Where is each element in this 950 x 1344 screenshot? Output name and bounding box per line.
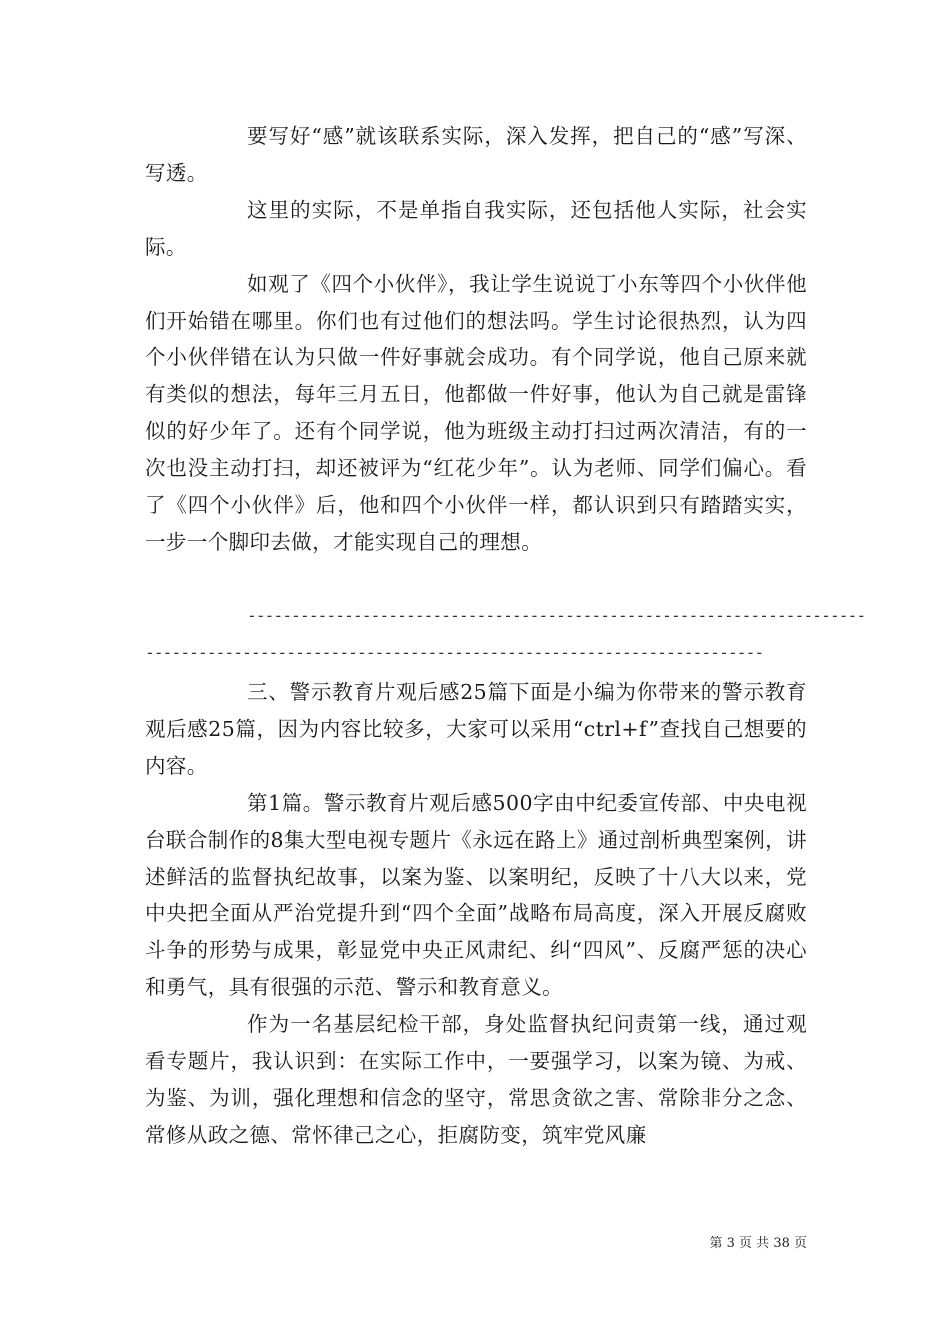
separator-line-1: ---------------------------------------------------------------------- bbox=[247, 606, 866, 625]
document-body-top bbox=[145, 118, 807, 561]
paragraph: 三、警示教育片观后感25篇下面是小编为你带来的警示教育观后感25篇，因为内容比较多，大家可以采用“ctrl+f”查找自己想要的内容。 bbox=[145, 680, 807, 778]
document-body-bottom bbox=[145, 674, 807, 1154]
paragraph: 这里的实际，不是单指自我实际，还包括他人实际，社会实际。 bbox=[145, 197, 807, 259]
paragraph: 作为一名基层纪检干部，身处监督执纪问责第一线，通过观看专题片，我认识到：在实际工作中，一要强学习，以案为镜、为戒、为鉴、为训，强化理想和信念的坚守，常思贪欲之害、常除非分之念、常修从政之德、常怀律己之心，拒腐防变，筑牢党风廉 bbox=[145, 1012, 807, 1147]
paragraph: 第1篇。警示教育片观后感500字由中纪委宣传部、中央电视台联合制作的8集大型电视专题片《永远在路上》通过剖析典型案例，讲述鲜活的监督执纪故事，以案为鉴、以案明纪，反映了十八大以来，党中央把全面从严治党提升到“四个全面”战略布局高度，深入开展反腐败斗争的形势与成果，彰显党中央正风肃纪、纠“四风”、反腐严惩的决心和勇气，具有很强的示范、警示和教育意义。 bbox=[145, 790, 807, 1000]
paragraph: 如观了《四个小伙伴》，我让学生说说丁小东等四个小伙伴他们开始错在哪里。你们也有过他们的想法吗。学生讨论很热烈，认为四个小伙伴错在认为只做一件好事就会成功。有个同学说，他自己原来就有类似的想法，每年三月五日，他都做一件好事，他认为自己就是雷锋似的好少年了。还有个同学说，他为班级主动打扫过两次清洁，有的一次也没主动打扫，却还被评为“红花少年”。认为老师、同学们偏心。看了《四个小伙伴》后，他和四个小伙伴一样，都认识到只有踏踏实实，一步一个脚印去做，才能实现自己的理想。 bbox=[145, 271, 807, 554]
page-number: 第 3 页 共 38 页 bbox=[709, 1236, 807, 1251]
separator-line-2: ---------------------------------------------------------------------- bbox=[145, 643, 764, 662]
paragraph: 要写好“感”就该联系实际，深入发挥，把自己的“感”写深、写透。 bbox=[145, 124, 807, 185]
